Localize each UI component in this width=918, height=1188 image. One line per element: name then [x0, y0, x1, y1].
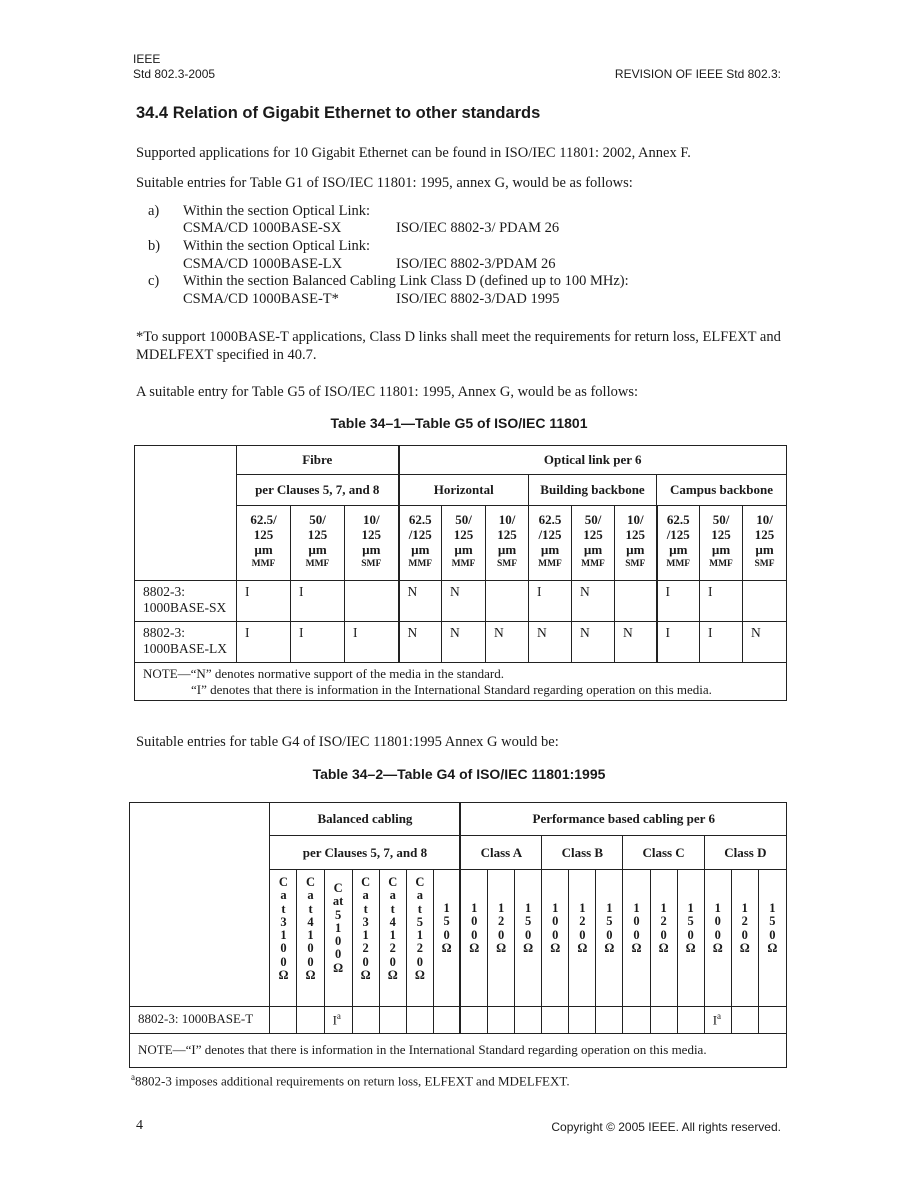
- vertical-header-cell: 1 2 0 Ω: [650, 870, 677, 1007]
- vertical-header-cell: 1 5 0 Ω: [677, 870, 704, 1007]
- media-cell: 50/ 125 µm MMF: [572, 506, 615, 581]
- asterisk-note: *To support 1000BASE-T applications, Class D links shall meet the requirements for return loss, ELFEXT and MDELFEXT specified in 40.7.: [136, 329, 781, 363]
- vertical-header-cell: C a t 3 1 0 0 Ω: [270, 870, 297, 1007]
- vertical-header-cell: 1 2 0 Ω: [488, 870, 515, 1007]
- table-cell: [488, 1007, 515, 1034]
- media-cell: 50/ 125 µm MMF: [291, 506, 345, 581]
- copyright: Copyright © 2005 IEEE. All rights reserved.: [551, 1120, 781, 1134]
- vertical-header-cell: 1 0 0 Ω: [542, 870, 569, 1007]
- media-cell: 62.5 /125 µm MMF: [399, 506, 442, 581]
- table-cell: [345, 581, 399, 622]
- table-cell: [731, 1007, 758, 1034]
- table-row: [135, 581, 787, 622]
- table-cell: [677, 1007, 704, 1034]
- table-cell: [758, 1007, 786, 1034]
- list-text: ISO/IEC 8802-3/PDAM 26: [396, 256, 556, 272]
- table-cell: [352, 1007, 379, 1034]
- table1-clauses-header: per Clauses 5, 7, and 8: [237, 475, 399, 506]
- table1-note: [135, 663, 787, 701]
- vertical-header-cell: 1 5 0 Ω: [758, 870, 786, 1007]
- row-label: 8802-3: 1000BASE-SX: [135, 581, 237, 622]
- table-cell: [297, 1007, 324, 1034]
- table2-class-a: Class A: [460, 836, 541, 870]
- table-cell: [542, 1007, 569, 1034]
- table2-performance-header: Performance based cabling per 6: [460, 803, 786, 836]
- table-cell: N: [572, 622, 615, 663]
- vertical-header-cell: 1 0 0 Ω: [704, 870, 731, 1007]
- table-cell: I: [291, 622, 345, 663]
- list-text: Within the section Balanced Cabling Link Class D (defined up to 100 MHz):: [183, 273, 629, 289]
- section-title: 34.4 Relation of Gigabit Ethernet to other standards: [136, 104, 541, 122]
- table-row: [135, 622, 787, 663]
- table1-fibre-header: Fibre: [237, 446, 399, 475]
- vertical-header-cell: C a t 4 1 2 0 Ω: [379, 870, 406, 1007]
- page-number: 4: [136, 1118, 143, 1133]
- table2-balanced-header: Balanced cabling: [270, 803, 461, 836]
- table-cell: [379, 1007, 406, 1034]
- table2-class-d: Class D: [704, 836, 786, 870]
- list-text: ISO/IEC 8802-3/ PDAM 26: [396, 220, 560, 236]
- footnote-text: 8802-3 imposes additional requirements on return loss, ELFEXT and MDELFEXT.: [135, 1073, 570, 1089]
- vertical-header-cell: 1 0 0 Ω: [460, 870, 487, 1007]
- table-cell: [596, 1007, 623, 1034]
- vertical-header-cell: 1 5 0 Ω: [515, 870, 542, 1007]
- media-cell: 62.5/ 125 µm MMF: [237, 506, 291, 581]
- vertical-header-cell: 1 5 0 Ω: [596, 870, 623, 1007]
- vertical-header-cell: C a t 3 1 2 0 Ω: [352, 870, 379, 1007]
- list-text: ISO/IEC 8802-3/DAD 1995: [396, 291, 560, 307]
- table1-building-header: Building backbone: [529, 475, 657, 506]
- table1-corner: [135, 446, 237, 581]
- list-text: Within the section Optical Link:: [183, 238, 371, 254]
- table-cell: N: [743, 622, 787, 663]
- table-cell: I: [345, 622, 399, 663]
- list-text: Within the section Optical Link:: [183, 203, 371, 219]
- table2-clauses-header: per Clauses 5, 7, and 8: [270, 836, 461, 870]
- table2-class-b: Class B: [542, 836, 623, 870]
- table-cell: I: [237, 581, 291, 622]
- table-cell: N: [399, 581, 442, 622]
- table-cell: N: [615, 622, 657, 663]
- vertical-header-cell: C at 5 1 0 0 Ω: [324, 870, 352, 1007]
- table1-optical-header: Optical link per 6: [399, 446, 787, 475]
- table-cell: I: [657, 581, 700, 622]
- list-text: CSMA/CD 1000BASE-T*: [183, 291, 339, 307]
- list-text: CSMA/CD 1000BASE-LX: [183, 256, 343, 272]
- media-cell: 50/ 125 µm MMF: [700, 506, 743, 581]
- table2-corner: [130, 803, 270, 1007]
- media-cell: 10/ 125 µm SMF: [486, 506, 529, 581]
- table-cell: N: [572, 581, 615, 622]
- table-cell: [433, 1007, 460, 1034]
- table-g5: [134, 445, 787, 701]
- table-cell: N: [399, 622, 442, 663]
- table1-caption: Table 34–1—Table G5 of ISO/IEC 11801: [330, 415, 588, 431]
- table2-caption: Table 34–2—Table G4 of ISO/IEC 11801:1995: [312, 766, 606, 782]
- vertical-header-cell: 1 5 0 Ω: [433, 870, 460, 1007]
- media-cell: 10/ 125 µm SMF: [345, 506, 399, 581]
- table-cell: I: [291, 581, 345, 622]
- header-std: Std 802.3-2005: [133, 67, 216, 81]
- table-cell: [743, 581, 787, 622]
- paragraph-3: A suitable entry for Table G5 of ISO/IEC 11801: 1995, Annex G, would be as follows:: [136, 384, 638, 400]
- vertical-header-cell: 1 2 0 Ω: [569, 870, 596, 1007]
- table1-campus-header: Campus backbone: [657, 475, 787, 506]
- header-ieee: IEEE: [133, 52, 161, 66]
- table-cell-i: $I^a$: [704, 1007, 731, 1034]
- media-cell: 10/ 125 µm SMF: [743, 506, 787, 581]
- list-label: b): [148, 238, 161, 254]
- footnote-mark: a: [131, 1072, 135, 1082]
- table-cell: [623, 1007, 650, 1034]
- table-cell: I: [657, 622, 700, 663]
- header-right: REVISION OF IEEE Std 802.3:: [614, 67, 781, 81]
- table-cell: I: [700, 622, 743, 663]
- table-cell: [460, 1007, 487, 1034]
- vertical-header-cell: C a t 5 1 2 0 Ω: [406, 870, 433, 1007]
- table-row: [130, 1007, 787, 1034]
- media-cell: 10/ 125 µm SMF: [615, 506, 657, 581]
- paragraph-4: Suitable entries for table G4 of ISO/IEC 11801:1995 Annex G would be:: [136, 734, 559, 750]
- table-cell: [486, 581, 529, 622]
- table-cell: [515, 1007, 542, 1034]
- vertical-header-cell: C a t 4 1 0 0 Ω: [297, 870, 324, 1007]
- row-label: 8802-3: 1000BASE-T: [130, 1007, 270, 1034]
- table1-note-line1: NOTE—“N” denotes normative support of the media in the standard.: [143, 666, 505, 681]
- table-cell: [615, 581, 657, 622]
- table2-note: NOTE—“I” denotes that there is information in the International Standard regarding operation on this media.: [130, 1034, 787, 1068]
- table-cell: [650, 1007, 677, 1034]
- media-cell: 62.5 /125 µm MMF: [657, 506, 700, 581]
- table-cell: I: [237, 622, 291, 663]
- table-cell: N: [529, 622, 572, 663]
- table-cell-i: $I^a$: [324, 1007, 352, 1034]
- table-cell: [569, 1007, 596, 1034]
- table-cell: [270, 1007, 297, 1034]
- table-cell: I: [700, 581, 743, 622]
- row-label: 8802-3: 1000BASE-LX: [135, 622, 237, 663]
- table-cell: N: [486, 622, 529, 663]
- media-cell: 50/ 125 µm MMF: [442, 506, 486, 581]
- list-text: CSMA/CD 1000BASE-SX: [183, 220, 342, 236]
- table1-note-line2: “I” denotes that there is information in the International Standard regarding operation on this media.: [191, 682, 712, 697]
- table-cell: I: [529, 581, 572, 622]
- table2-class-c: Class C: [623, 836, 704, 870]
- paragraph-1: Supported applications for 10 Gigabit Ethernet can be found in ISO/IEC 11801: 2002, Annex F.: [136, 145, 691, 161]
- table-cell: N: [442, 581, 486, 622]
- header-left: [133, 52, 215, 82]
- paragraph-2: Suitable entries for Table G1 of ISO/IEC 11801: 1995, annex G, would be as follows:: [136, 175, 633, 191]
- table-cell: N: [442, 622, 486, 663]
- table-g4: [129, 802, 787, 1068]
- table2-footnote: [131, 1072, 570, 1089]
- list-label: c): [148, 273, 160, 289]
- table-cell: [406, 1007, 433, 1034]
- list-label: a): [148, 203, 160, 219]
- vertical-header-cell: 1 2 0 Ω: [731, 870, 758, 1007]
- table1-horizontal-header: Horizontal: [399, 475, 529, 506]
- media-cell: 62.5 /125 µm MMF: [529, 506, 572, 581]
- vertical-header-cell: 1 0 0 Ω: [623, 870, 650, 1007]
